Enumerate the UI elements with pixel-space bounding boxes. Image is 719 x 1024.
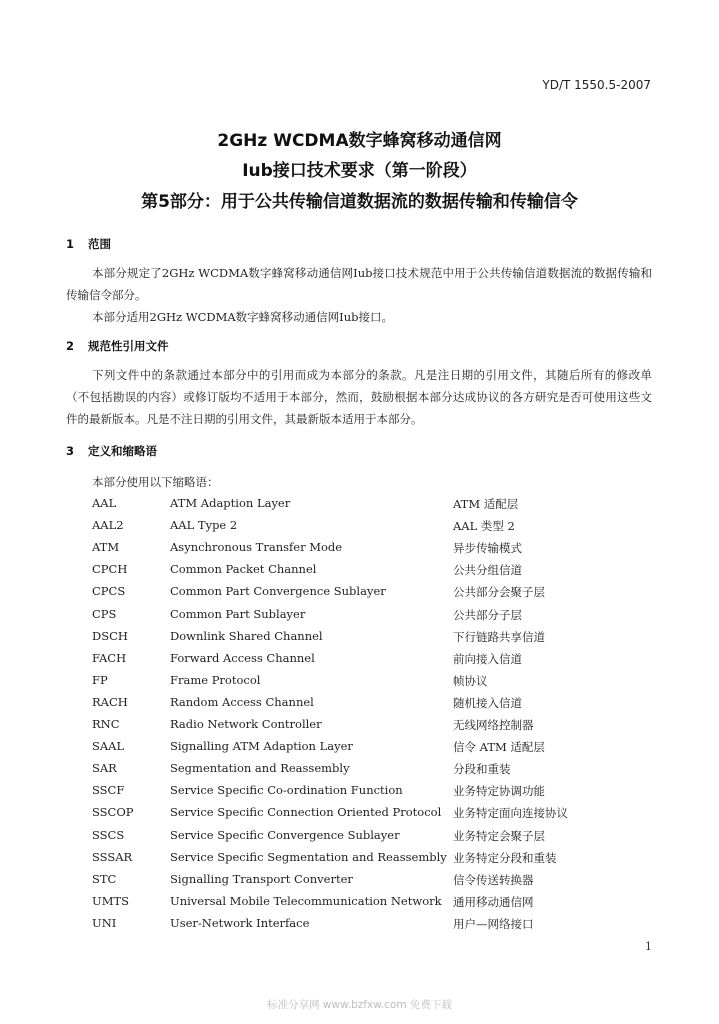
abbreviation-term: ATM bbox=[92, 540, 120, 555]
abbreviation-row bbox=[0, 651, 719, 673]
section-1-paragraph-2: 本部分适用2GHz WCDMA数字蜂窝移动通信网Iub接口。 bbox=[92, 310, 393, 324]
section-2-paragraph-1: 下列文件中的条款通过本部分中的引用而成为本部分的条款。凡是注日期的引用文件，其随后所有的修改单（不包括勘误的内容）或修订版均不适用于本部分，然而，鼓励根据本部分达成协议的各方研究是否可使用这些文件的最新版本。凡是不注日期的引用文件，其最新版本适用于本部分。 bbox=[66, 368, 652, 426]
title-line-2: Iub接口技术要求（第一阶段） bbox=[242, 161, 477, 181]
abbreviation-row bbox=[0, 673, 719, 695]
abbreviation-row bbox=[0, 629, 719, 651]
abbreviation-term: CPCH bbox=[92, 562, 128, 577]
abbreviation-chinese: 前向接入信道 bbox=[453, 651, 522, 666]
page-number: 1 bbox=[645, 940, 652, 953]
abbreviation-chinese: 业务特定会聚子层 bbox=[453, 828, 545, 843]
abbreviation-row bbox=[0, 717, 719, 739]
abbreviation-term: FACH bbox=[92, 650, 127, 665]
section-title: 定义和缩略语 bbox=[88, 444, 157, 458]
abbreviation-row bbox=[0, 562, 719, 584]
section-3-heading bbox=[66, 443, 157, 459]
abbreviation-term: AAL bbox=[92, 496, 117, 510]
abbreviation-english: Frame Protocol bbox=[170, 672, 261, 687]
abbreviation-english: Service Specific Co-ordination Function bbox=[170, 783, 403, 798]
section-1-paragraph-1: 本部分规定了2GHz WCDMA数字蜂窝移动通信网Iub接口技术规范中用于公共传输信道数据流的数据传输和传输信令部分。 bbox=[66, 266, 652, 302]
section-title: 规范性引用文件 bbox=[88, 339, 169, 353]
abbreviation-chinese: 通用移动通信网 bbox=[453, 894, 534, 909]
abbreviation-row bbox=[0, 850, 719, 872]
abbreviation-english: AAL Type 2 bbox=[170, 518, 238, 533]
abbreviation-row bbox=[0, 584, 719, 606]
abbreviation-english: Signalling Transport Converter bbox=[170, 871, 353, 886]
abbreviation-row bbox=[0, 916, 719, 938]
footer-watermark: 标准分享网 www.bzfxw.com 免费下载 bbox=[267, 999, 452, 1011]
abbreviation-english: Common Part Sublayer bbox=[170, 606, 306, 621]
abbreviation-row bbox=[0, 783, 719, 805]
abbreviation-english: Random Access Channel bbox=[170, 694, 314, 709]
title-line-3: 第5部分：用于公共传输信道数据流的数据传输和传输信令 bbox=[141, 192, 578, 212]
abbreviation-chinese: 分段和重装 bbox=[453, 762, 511, 777]
abbreviation-term: UNI bbox=[92, 915, 117, 930]
abbreviation-english: Service Specific Segmentation and Reassembly bbox=[170, 849, 447, 864]
abbreviation-term: SAR bbox=[92, 761, 117, 776]
abbreviation-chinese: 下行链路共享信道 bbox=[453, 629, 545, 644]
abbreviation-english: Signalling ATM Adaption Layer bbox=[170, 739, 353, 754]
abbreviation-english: Common Packet Channel bbox=[170, 562, 317, 577]
abbreviation-english: Common Part Convergence Sublayer bbox=[170, 584, 386, 599]
abbreviation-english: Segmentation and Reassembly bbox=[170, 761, 350, 776]
abbreviation-chinese: 帧协议 bbox=[453, 673, 488, 688]
abbreviation-chinese: 无线网络控制器 bbox=[453, 718, 534, 732]
abbreviation-row bbox=[0, 518, 719, 540]
abbreviation-english: User-Network Interface bbox=[170, 915, 310, 930]
abbreviation-term: RNC bbox=[92, 717, 120, 731]
section-number: 2 bbox=[66, 339, 75, 353]
title-line-1: 2GHz WCDMA数字蜂窝移动通信网 bbox=[217, 131, 502, 151]
abbreviation-english: ATM Adaption Layer bbox=[170, 496, 291, 510]
abbreviation-chinese: 信令 ATM 适配层 bbox=[453, 740, 545, 755]
abbreviation-english: Forward Access Channel bbox=[170, 650, 315, 665]
abbreviation-term: CPS bbox=[92, 606, 117, 621]
abbreviation-term: SSCS bbox=[92, 827, 125, 842]
abbreviation-term: STC bbox=[92, 871, 117, 886]
abbreviation-row bbox=[0, 761, 719, 783]
abbreviation-chinese: 随机接入信道 bbox=[453, 695, 522, 710]
section-3-intro: 本部分使用以下缩略语： bbox=[92, 475, 219, 489]
abbreviation-english: Universal Mobile Telecommunication Network bbox=[170, 893, 442, 908]
section-1-heading bbox=[66, 236, 111, 252]
abbreviation-term: SAAL bbox=[92, 739, 125, 754]
abbreviation-term: SSCOP bbox=[92, 805, 134, 820]
abbreviation-chinese: AAL 类型 2 bbox=[453, 519, 515, 534]
abbreviation-chinese: 公共部分会聚子层 bbox=[453, 585, 545, 600]
section-number: 3 bbox=[66, 444, 75, 458]
abbreviation-row bbox=[0, 695, 719, 717]
abbreviation-chinese: 公共部分子层 bbox=[453, 607, 522, 622]
abbreviation-row bbox=[0, 540, 719, 562]
abbreviation-row bbox=[0, 805, 719, 827]
abbreviation-row bbox=[0, 828, 719, 850]
abbreviation-english: Service Specific Connection Oriented Protocol bbox=[170, 805, 442, 820]
abbreviation-row bbox=[0, 894, 719, 916]
section-2-heading bbox=[66, 338, 169, 354]
abbreviation-english: Service Specific Convergence Sublayer bbox=[170, 827, 400, 842]
abbreviation-term: FP bbox=[92, 672, 108, 687]
section-title: 范围 bbox=[88, 237, 111, 251]
abbreviation-english: Asynchronous Transfer Mode bbox=[170, 540, 343, 555]
abbreviation-chinese: 业务特定协调功能 bbox=[453, 784, 545, 799]
abbreviation-term: SSSAR bbox=[92, 849, 133, 864]
abbreviation-term: SSCF bbox=[92, 783, 125, 798]
abbreviation-term: DSCH bbox=[92, 628, 128, 643]
abbreviation-term: AAL2 bbox=[92, 518, 124, 533]
abbreviation-row bbox=[0, 872, 719, 894]
abbreviation-row bbox=[0, 607, 719, 629]
abbreviation-english: Radio Network Controller bbox=[170, 717, 322, 731]
abbreviation-chinese: 用户—网络接口 bbox=[453, 916, 534, 931]
abbreviation-chinese: 业务特定分段和重装 bbox=[453, 850, 557, 865]
standard-code: YD/T 1550.5-2007 bbox=[542, 78, 651, 92]
abbreviation-row bbox=[0, 496, 719, 518]
abbreviation-term: RACH bbox=[92, 694, 128, 709]
abbreviation-chinese: 公共分组信道 bbox=[453, 563, 522, 578]
section-number: 1 bbox=[66, 237, 75, 251]
abbreviation-chinese: 信令传送转换器 bbox=[453, 872, 534, 887]
abbreviation-chinese: 业务特定面向连接协议 bbox=[453, 806, 568, 821]
abbreviation-term: UMTS bbox=[92, 893, 130, 908]
abbreviation-chinese: ATM 适配层 bbox=[453, 497, 519, 511]
abbreviation-english: Downlink Shared Channel bbox=[170, 628, 323, 643]
abbreviation-term: CPCS bbox=[92, 584, 126, 599]
abbreviation-row bbox=[0, 739, 719, 761]
abbreviation-chinese: 异步传输模式 bbox=[453, 541, 522, 556]
